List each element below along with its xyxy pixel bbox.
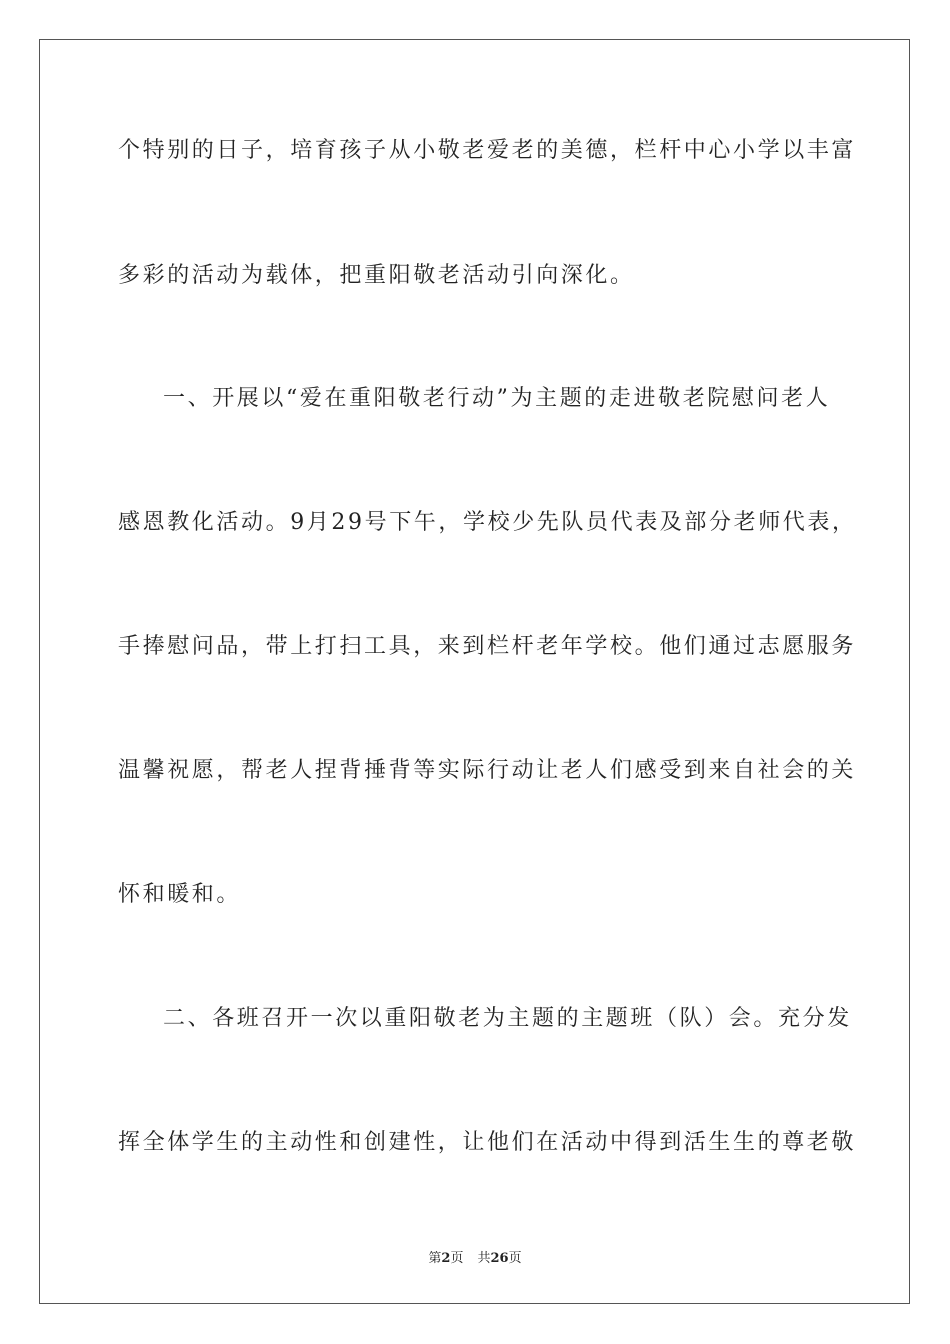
footer-total-unit: 页 (508, 1251, 522, 1266)
paragraph-2-first-line: 二、各班召开一次以重阳敬老为主题的主题班（队）会。充分发 (163, 1006, 852, 1031)
body-line-5: 手捧慰问品，带上打扫工具，来到栏杆老年学校。他们通过志愿服务 (118, 634, 857, 659)
page-footer (0, 1247, 950, 1266)
footer-page-number: 2 (441, 1251, 451, 1266)
footer-total-pages: 26 (490, 1251, 509, 1266)
paragraph-1-first-line: 一、开展以“爱在重阳敬老行动”为主题的走进敬老院慰问老人 (163, 386, 831, 411)
body-line-1: 个特别的日子，培育孩子从小敬老爱老的美德，栏杆中心小学以丰富 (118, 138, 857, 163)
body-line-9: 挥全体学生的主动性和创建性，让他们在活动中得到活生生的尊老敬 (118, 1130, 857, 1155)
body-line-7: 怀和暖和。 (118, 882, 242, 907)
footer-prefix: 第 (428, 1251, 442, 1266)
footer-total-prefix: 共 (477, 1251, 491, 1266)
body-line-4: 感恩教化活动。9月29号下午，学校少先队员代表及部分老师代表， (118, 510, 857, 535)
page-frame (39, 39, 910, 1304)
body-line-2: 多彩的活动为载体，把重阳敬老活动引向深化。 (118, 263, 635, 288)
body-line-6: 温馨祝愿，帮老人捏背捶背等实际行动让老人们感受到来自社会的关 (118, 758, 857, 783)
footer-page-unit: 页 (450, 1251, 464, 1266)
